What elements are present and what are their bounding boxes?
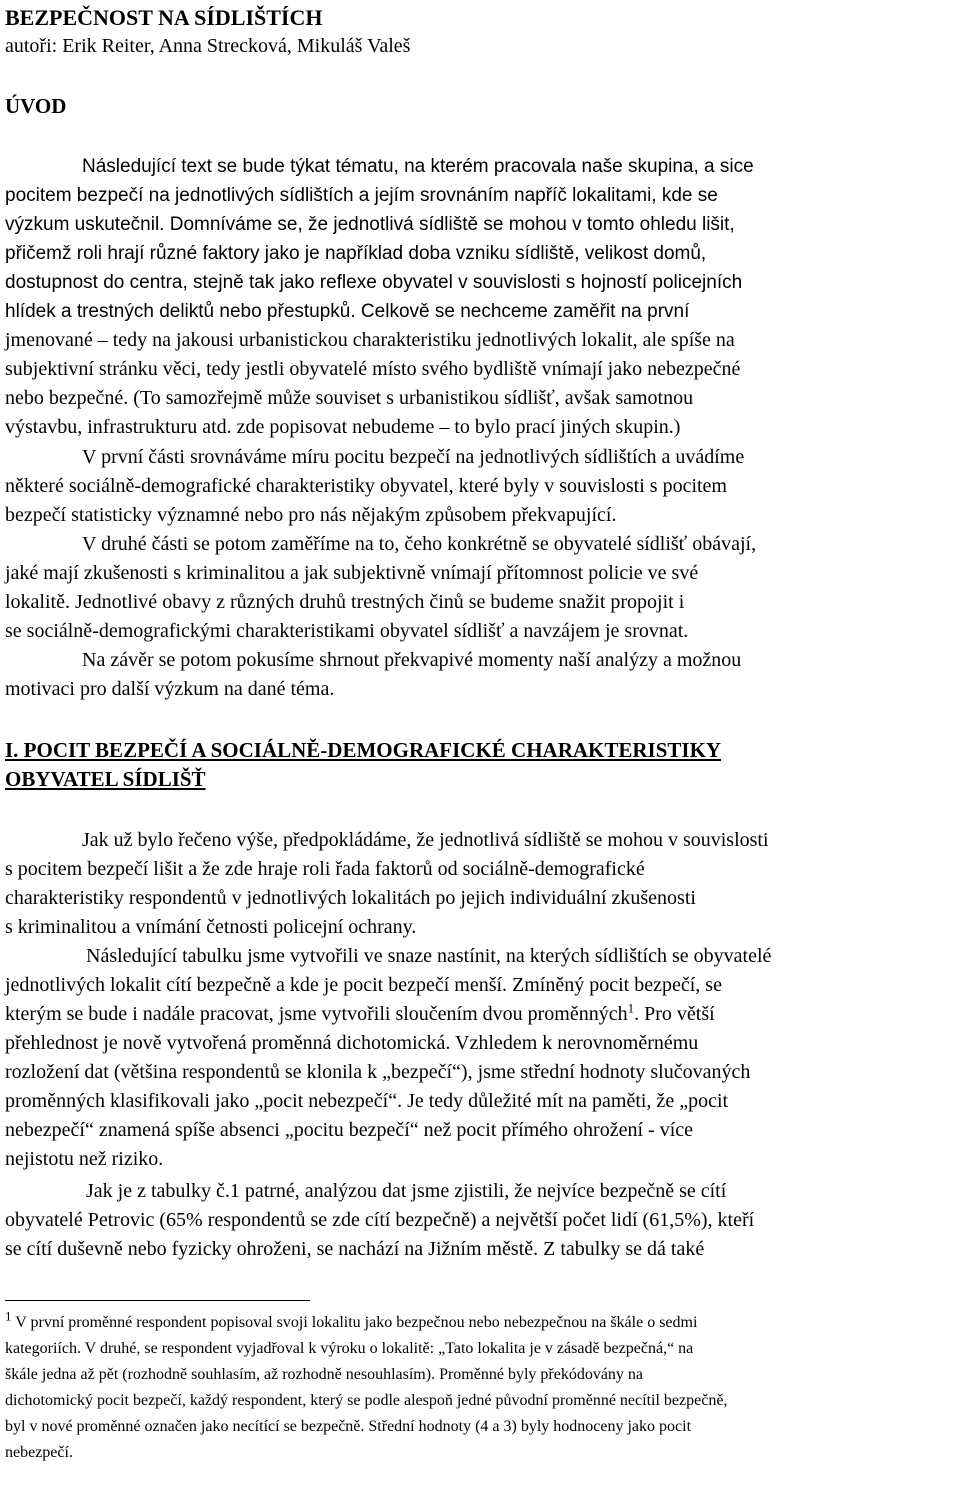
intro-line: dostupnost do centra, stejně tak jako reflexe obyvatel v souvislosti s hojností policejních [5,272,743,293]
intro-line: subjektivní stránku věci, tedy jestli obyvatelé místo svého bydliště vnímají jako nebezpečné [5,358,741,380]
footnote-reference[interactable]: 1 [627,1000,635,1016]
section-1-line-text: kterým se bude i nadále pracovat, jsme vytvořili sloučením dvou proměnných [5,1003,628,1025]
footnote-line: nebezpečí. [5,1444,73,1461]
intro-line: výzkum uskutečnil. Domníváme se, že jednotlivá sídliště se mohou v tomto ohledu lišit, [5,214,735,235]
section-1-line: obyvatelé Petrovic (65% respondentů se zde cítí bezpečně) a největší počet lidí (61,5%), kteří [5,1209,755,1231]
section-1-line: nejistotu než riziko. [5,1148,164,1170]
footnote-line: byl v nové proměnné označen jako necítící se bezpečně. Střední hodnoty (4 a 3) byly hodnoceny jako pocit [5,1418,692,1435]
section-1-line: s kriminalitou a vnímání četnosti policejní ochrany. [5,916,417,938]
intro-line: lokalitě. Jednotlivé obavy z různých druhů trestných činů se budeme snažit propojit i [5,591,685,613]
intro-line: se sociálně-demografickými charakteristikami obyvatel sídlišť a navzájem je srovnat. [5,620,689,642]
section-1-line: Jak je z tabulky č.1 patrné, analýzou dat jsme zjistili, že nejvíce bezpečně se cítí [86,1180,727,1202]
intro-line: V druhé části se potom zaměříme na to, čeho konkrétně se obyvatelé sídlišť obávají, [82,533,757,555]
section-1-heading-line: OBYVATEL SÍDLIŠŤ [5,767,206,791]
intro-line: výstavbu, infrastrukturu atd. zde popisovat nebudeme – to bylo prací jiných skupin.) [5,416,681,438]
section-1-line: proměnných klasifikovali jako „pocit nebezpečí“. Je tedy důležité mít na paměti, že „pocit [5,1090,729,1112]
intro-line: pocitem bezpečí na jednotlivých sídlištích a jejím srovnáním napříč lokalitami, kde se [5,185,718,206]
footnote-line [5,1310,697,1336]
section-1-line: jednotlivých lokalit cítí bezpečně a kde je pocit bezpečí menší. Zmíněný pocit bezpečí, se [5,974,722,996]
document-title: BEZPEČNOST NA SÍDLIŠTÍCH [5,5,323,30]
footnote-marker: 1 [5,1308,12,1324]
footnote-line: dichotomický pocit bezpečí, každý respondent, který se podle alespoň jedné původní proměnné necítil bezpečně, [5,1392,728,1409]
section-1-line: rozložení dat (většina respondentů se klonila k „bezpečí“), jsme střední hodnoty slučovaných [5,1061,751,1083]
footnote-line: kategoriích. V druhé, se respondent vyjadřoval k výroku o lokalitě: „Tato lokalita je v zásadě bezpečná,“ na [5,1340,694,1357]
section-1-line: charakteristiky respondentů v jednotlivých lokalitách po jejich individuální zkušenosti [5,887,696,909]
section-1-heading [5,736,721,794]
footnote-line: škále jedna až pět (rozhodně souhlasím, až rozhodně nesouhlasím). Proměnné byly překódovány na [5,1366,644,1383]
footnote-separator [5,1300,310,1301]
intro-line: Následující text se bude týkat tématu, na kterém pracovala naše skupina, a sice [82,156,754,177]
intro-line: Na závěr se potom pokusíme shrnout překvapivé momenty naší analýzy a možnou [82,649,742,671]
intro-line: V první části srovnáváme míru pocitu bezpečí na jednotlivých sídlištích a uvádíme [82,446,745,468]
intro-line: jmenované – tedy na jakousi urbanistickou charakteristiku jednotlivých lokalit, ale spíše na [5,329,735,351]
document-authors: autoři: Erik Reiter, Anna Strecková, Mikuláš Valeš [5,35,411,57]
section-1-line: s pocitem bezpečí lišit a že zde hraje roli řada faktorů od sociálně-demografické [5,858,645,880]
intro-line: bezpečí statisticky významné nebo pro nás nějakým způsobem překvapující. [5,504,617,526]
intro-line: přičemž roli hrají různé faktory jako je například doba vzniku sídliště, velikost domů, [5,243,707,264]
intro-line: motivaci pro další výzkum na dané téma. [5,678,335,700]
section-1-line: se cítí duševně nebo fyzicky ohroženi, se nachází na Jižním městě. Z tabulky se dá také [5,1238,705,1260]
intro-line: některé sociálně-demografické charakteristiky obyvatel, které byly v souvislosti s pocitem [5,475,727,497]
section-1-line-text: . Pro větší [634,1003,715,1025]
section-1-line: nebezpečí“ znamená spíše absenci „pocitu bezpečí“ než pocit přímého ohrožení - více [5,1119,693,1141]
section-1-line: Jak už bylo řečeno výše, předpokládáme, že jednotlivá sídliště se mohou v souvislosti [82,829,769,851]
intro-line: hlídek a trestných deliktů nebo přestupků. Celkově se nechceme zaměřit na první [5,301,690,322]
footnote-text: V první proměnné respondent popisoval svoji lokalitu jako bezpečnou nebo nebezpečnou na škále o sedmi [15,1314,698,1331]
section-1-line [5,1001,715,1027]
intro-heading: ÚVOD [5,94,67,118]
section-1-line: přehlednost je nově vytvořená proměnná dichotomická. Vzhledem k nerovnoměrnému [5,1032,699,1054]
intro-line: nebo bezpečné. (To samozřejmě může souviset s urbanistikou sídlišť, avšak samotnou [5,387,694,409]
section-1-line: Následující tabulku jsme vytvořili ve snaze nastínit, na kterých sídlištích se obyvatelé [86,945,772,967]
section-1-heading-line: I. POCIT BEZPEČÍ A SOCIÁLNĚ-DEMOGRAFICKÉ CHARAKTERISTIKY [5,738,722,762]
intro-line: jaké mají zkušenosti s kriminalitou a jak subjektivně vnímají přítomnost policie ve své [5,562,699,584]
